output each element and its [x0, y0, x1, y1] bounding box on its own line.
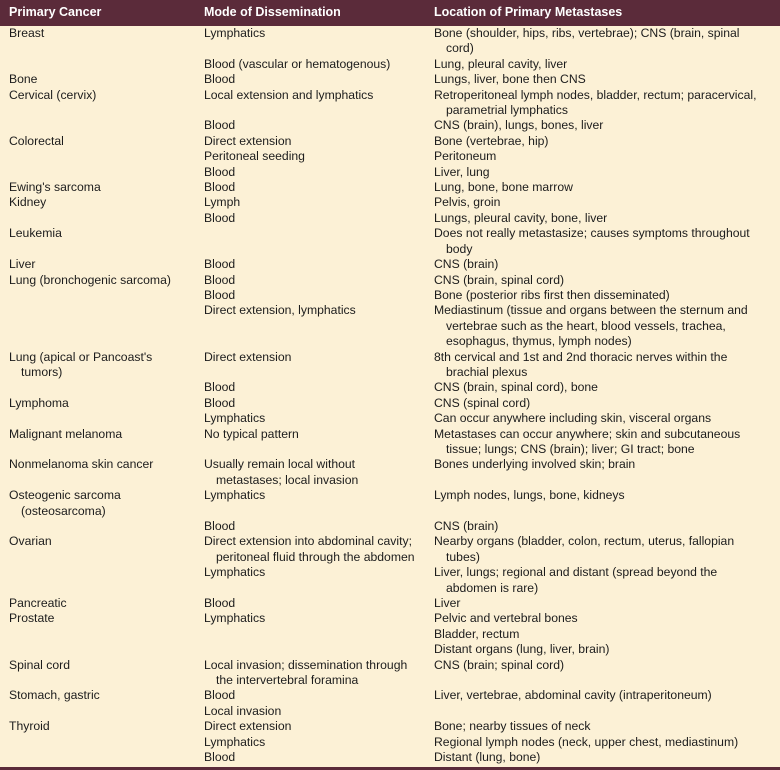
- cell-text: CNS (brain, spinal cord): [434, 272, 565, 287]
- table-row: [0, 565, 780, 596]
- cell-text: Regional lymph nodes (neck, upper chest, mediastinum): [434, 734, 739, 749]
- location-of-metastases-cell: [425, 735, 780, 750]
- cell-text: Local extension and lymphatics: [204, 87, 374, 102]
- header-location-of-metastases: Location of Primary Metastases: [434, 5, 623, 20]
- cell-text: Lymph nodes, lungs, bone, kidneys: [434, 488, 625, 503]
- cell-text: Blood: [204, 688, 236, 703]
- cell-text: Leukemia: [9, 226, 62, 241]
- table-row: [0, 226, 780, 257]
- table-row: [0, 273, 780, 288]
- cell-text: Usually remain local without metastases; local invasion: [204, 457, 359, 487]
- table-row: [0, 735, 780, 750]
- mode-of-dissemination-cell: [195, 226, 425, 257]
- location-of-metastases-cell: [425, 596, 780, 611]
- location-of-metastases-cell: [425, 704, 780, 719]
- location-of-metastases-cell: [425, 688, 780, 703]
- table-row: [0, 134, 780, 149]
- cell-text: Blood: [204, 750, 236, 765]
- table-row: [0, 427, 780, 458]
- cell-text: Lymphoma: [9, 395, 69, 410]
- mode-of-dissemination-cell: [195, 688, 425, 703]
- cell-text: Direct extension into abdominal cavity; peritoneal fluid through the abdomen: [204, 534, 415, 564]
- mode-of-dissemination-cell: [195, 596, 425, 611]
- cell-text: Local invasion: [204, 703, 282, 718]
- cell-text: Lymph: [204, 195, 241, 210]
- primary-cancer-cell: [0, 688, 195, 703]
- cell-text: Direct extension: [204, 349, 292, 364]
- cell-text: Lungs, liver, bone then CNS: [434, 72, 586, 87]
- primary-cancer-cell: [0, 134, 195, 149]
- table-row: [0, 288, 780, 303]
- cell-text: Bladder, rectum: [434, 626, 520, 641]
- location-of-metastases-cell: [425, 719, 780, 734]
- location-of-metastases-cell: [425, 380, 780, 395]
- cell-text: Lung (bronchogenic sarcoma): [9, 272, 171, 287]
- cell-text: Bone; nearby tissues of neck: [434, 719, 591, 734]
- mode-of-dissemination-cell: [195, 57, 425, 72]
- cell-text: Nonmelanoma skin cancer: [9, 457, 154, 472]
- location-of-metastases-cell: [425, 57, 780, 72]
- cell-text: CNS (brain, spinal cord), bone: [434, 380, 598, 395]
- cell-text: CNS (brain): [434, 257, 499, 272]
- cell-text: Lymphatics: [204, 488, 266, 503]
- cell-text: Pelvis, groin: [434, 195, 501, 210]
- location-of-metastases-cell: [425, 165, 780, 180]
- location-of-metastases-cell: [425, 350, 780, 381]
- table-row: [0, 380, 780, 395]
- cell-text: Blood: [204, 210, 236, 225]
- cell-text: Lung, pleural cavity, liver: [434, 56, 568, 71]
- location-of-metastases-cell: [425, 457, 780, 488]
- primary-cancer-cell: [0, 642, 195, 657]
- mode-of-dissemination-cell: [195, 658, 425, 689]
- mode-of-dissemination-cell: [195, 88, 425, 119]
- mode-of-dissemination-cell: [195, 165, 425, 180]
- table-row: [0, 611, 780, 626]
- cell-text: Colorectal: [9, 133, 64, 148]
- cell-text: Lymphatics: [204, 734, 266, 749]
- table-row: [0, 180, 780, 195]
- cell-text: Spinal cord: [9, 657, 70, 672]
- cell-text: Bone (shoulder, hips, ribs, vertebrae); CNS (brain, spinal cord): [434, 26, 740, 56]
- location-of-metastases-cell: [425, 396, 780, 411]
- location-of-metastases-cell: [425, 257, 780, 272]
- table-row: [0, 88, 780, 119]
- cell-text: Distant (lung, bone): [434, 750, 541, 765]
- primary-cancer-cell: [0, 195, 195, 210]
- primary-cancer-cell: [0, 165, 195, 180]
- mode-of-dissemination-cell: [195, 303, 425, 349]
- location-of-metastases-cell: [425, 534, 780, 565]
- cell-text: Prostate: [9, 611, 55, 626]
- cell-text: Blood: [204, 272, 236, 287]
- location-of-metastases-cell: [425, 195, 780, 210]
- location-of-metastases-cell: [425, 627, 780, 642]
- cell-text: Cervical (cervix): [9, 87, 97, 102]
- cell-text: 8th cervical and 1st and 2nd thoracic nerves within the brachial plexus: [434, 349, 728, 379]
- cell-text: Blood: [204, 395, 236, 410]
- cell-text: Direct extension, lymphatics: [204, 303, 356, 318]
- cell-text: Retroperitoneal lymph nodes, bladder, rectum; paracervical, parametrial lymphatics: [434, 87, 757, 118]
- location-of-metastases-cell: [425, 180, 780, 195]
- cell-text: Bones underlying involved skin; brain: [434, 457, 636, 472]
- cell-text: Does not really metastasize; causes symptoms throughout body: [434, 226, 750, 256]
- cell-text: Local invasion; dissemination through the intervertebral foramina: [204, 657, 408, 688]
- cell-text: Stomach, gastric: [9, 688, 100, 703]
- table-row: [0, 627, 780, 642]
- primary-cancer-cell: [0, 72, 195, 87]
- table-row: [0, 72, 780, 87]
- cell-text: Liver, lungs; regional and distant (spread beyond the abdomen is rare): [434, 565, 718, 595]
- cell-text: Direct extension: [204, 133, 292, 148]
- primary-cancer-cell: [0, 457, 195, 488]
- primary-cancer-cell: [0, 396, 195, 411]
- table-header-row: [0, 0, 780, 26]
- cell-text: Metastases can occur anywhere; skin and subcutaneous tissue; lungs; CNS (brain); liver; GI tract; bone: [434, 426, 741, 456]
- mode-of-dissemination-cell: [195, 180, 425, 195]
- mode-of-dissemination-cell: [195, 211, 425, 226]
- mode-of-dissemination-cell: [195, 627, 425, 642]
- mode-of-dissemination-cell: [195, 350, 425, 381]
- location-of-metastases-cell: [425, 211, 780, 226]
- cell-text: Liver, vertebrae, abdominal cavity (intraperitoneum): [434, 688, 712, 703]
- mode-of-dissemination-cell: [195, 380, 425, 395]
- location-of-metastases-cell: [425, 118, 780, 133]
- mode-of-dissemination-cell: [195, 519, 425, 534]
- mode-of-dissemination-cell: [195, 288, 425, 303]
- cell-text: Ovarian: [9, 534, 52, 549]
- table-row: [0, 303, 780, 349]
- cell-text: Kidney: [9, 195, 47, 210]
- cell-text: Peritoneum: [434, 149, 497, 164]
- table-row: [0, 488, 780, 519]
- primary-cancer-cell: [0, 226, 195, 257]
- cell-text: No typical pattern: [204, 426, 299, 441]
- location-of-metastases-cell: [425, 411, 780, 426]
- header-primary-cancer: Primary Cancer: [9, 5, 102, 20]
- mode-of-dissemination-cell: [195, 488, 425, 519]
- cell-text: Blood: [204, 257, 236, 272]
- cell-text: Pelvic and vertebral bones: [434, 611, 578, 626]
- mode-of-dissemination-cell: [195, 411, 425, 426]
- primary-cancer-cell: [0, 350, 195, 381]
- cell-text: Lung, bone, bone marrow: [434, 180, 573, 195]
- location-of-metastases-cell: [425, 488, 780, 519]
- table-row: [0, 26, 780, 57]
- cell-text: Liver: [9, 257, 36, 272]
- mode-of-dissemination-cell: [195, 565, 425, 596]
- table-row: [0, 688, 780, 703]
- primary-cancer-cell: [0, 750, 195, 765]
- primary-cancer-cell: [0, 257, 195, 272]
- primary-cancer-cell: [0, 627, 195, 642]
- cell-text: Liver, lung: [434, 164, 490, 179]
- cell-text: Bone (posterior ribs first then disseminated): [434, 287, 670, 302]
- location-of-metastases-cell: [425, 303, 780, 349]
- primary-cancer-cell: [0, 704, 195, 719]
- location-of-metastases-cell: [425, 134, 780, 149]
- mode-of-dissemination-cell: [195, 750, 425, 765]
- mode-of-dissemination-cell: [195, 611, 425, 626]
- mode-of-dissemination-cell: [195, 719, 425, 734]
- location-of-metastases-cell: [425, 273, 780, 288]
- table-row: [0, 658, 780, 689]
- primary-cancer-cell: [0, 380, 195, 395]
- location-of-metastases-cell: [425, 750, 780, 765]
- cell-text: Ewing's sarcoma: [9, 180, 101, 195]
- mode-of-dissemination-cell: [195, 427, 425, 458]
- cell-text: Can occur anywhere including skin, visceral organs: [434, 411, 712, 426]
- table-row: [0, 57, 780, 72]
- table-row: [0, 195, 780, 210]
- location-of-metastases-cell: [425, 72, 780, 87]
- cell-text: Lymphatics: [204, 411, 266, 426]
- cell-text: Bone (vertebrae, hip): [434, 133, 549, 148]
- location-of-metastases-cell: [425, 427, 780, 458]
- primary-cancer-cell: [0, 658, 195, 689]
- cell-text: Blood: [204, 287, 236, 302]
- location-of-metastases-cell: [425, 26, 780, 57]
- cell-text: Blood: [204, 164, 236, 179]
- cell-text: Blood (vascular or hematogenous): [204, 56, 391, 71]
- cell-text: CNS (brain; spinal cord): [434, 657, 565, 672]
- table-row: [0, 596, 780, 611]
- location-of-metastases-cell: [425, 642, 780, 657]
- primary-cancer-cell: [0, 411, 195, 426]
- cell-text: CNS (spinal cord): [434, 395, 531, 410]
- mode-of-dissemination-cell: [195, 273, 425, 288]
- cell-text: Lymphatics: [204, 26, 266, 40]
- primary-cancer-cell: [0, 596, 195, 611]
- primary-cancer-cell: [0, 26, 195, 57]
- primary-cancer-cell: [0, 534, 195, 565]
- cell-text: Mediastinum (tissue and organs between the sternum and vertebrae such as the heart, blood vessels, trachea, esophagus, thymus, lymph nodes): [434, 303, 748, 349]
- mode-of-dissemination-cell: [195, 195, 425, 210]
- primary-cancer-cell: [0, 735, 195, 750]
- cell-text: Breast: [9, 26, 45, 40]
- table-row: [0, 457, 780, 488]
- mode-of-dissemination-cell: [195, 72, 425, 87]
- primary-cancer-cell: [0, 273, 195, 288]
- cell-text: Malignant melanoma: [9, 426, 123, 441]
- primary-cancer-cell: [0, 519, 195, 534]
- cell-text: Blood: [204, 519, 236, 533]
- mode-of-dissemination-cell: [195, 704, 425, 719]
- cell-text: Distant organs (lung, liver, brain): [434, 642, 610, 657]
- cell-text: Blood: [204, 596, 236, 611]
- table-body: [0, 26, 780, 766]
- mode-of-dissemination-cell: [195, 457, 425, 488]
- primary-cancer-cell: [0, 288, 195, 303]
- table-row: [0, 534, 780, 565]
- table-row: [0, 149, 780, 164]
- location-of-metastases-cell: [425, 88, 780, 119]
- cell-text: CNS (brain), lungs, bones, liver: [434, 118, 604, 133]
- primary-cancer-cell: [0, 565, 195, 596]
- table-row: [0, 719, 780, 734]
- cell-text: Lymphatics: [204, 611, 266, 626]
- primary-cancer-cell: [0, 88, 195, 119]
- primary-cancer-cell: [0, 303, 195, 349]
- cell-text: Lymphatics: [204, 565, 266, 580]
- table-row: [0, 750, 780, 765]
- location-of-metastases-cell: [425, 565, 780, 596]
- cell-text: Bone: [9, 72, 38, 87]
- table-row: [0, 704, 780, 719]
- cell-text: Thyroid: [9, 719, 50, 734]
- cell-text: Blood: [204, 380, 236, 395]
- mode-of-dissemination-cell: [195, 134, 425, 149]
- mode-of-dissemination-cell: [195, 534, 425, 565]
- primary-cancer-cell: [0, 719, 195, 734]
- table-row: [0, 642, 780, 657]
- cell-text: Blood: [204, 118, 236, 133]
- table-row: [0, 396, 780, 411]
- table-row: [0, 211, 780, 226]
- primary-cancer-cell: [0, 180, 195, 195]
- header-mode-of-dissemination: Mode of Dissemination: [204, 5, 341, 20]
- cell-text: Peritoneal seeding: [204, 149, 305, 164]
- location-of-metastases-cell: [425, 519, 780, 534]
- mode-of-dissemination-cell: [195, 26, 425, 57]
- cell-text: Liver: [434, 596, 461, 611]
- cell-text: Osteogenic sarcoma (osteosarcoma): [9, 488, 121, 518]
- primary-cancer-cell: [0, 149, 195, 164]
- cell-text: Pancreatic: [9, 596, 67, 611]
- mode-of-dissemination-cell: [195, 396, 425, 411]
- mode-of-dissemination-cell: [195, 149, 425, 164]
- table-row: [0, 411, 780, 426]
- primary-cancer-cell: [0, 488, 195, 519]
- location-of-metastases-cell: [425, 658, 780, 689]
- cell-text: Blood: [204, 72, 236, 87]
- mode-of-dissemination-cell: [195, 642, 425, 657]
- primary-cancer-cell: [0, 118, 195, 133]
- primary-cancer-cell: [0, 57, 195, 72]
- location-of-metastases-cell: [425, 149, 780, 164]
- table-row: [0, 257, 780, 272]
- mode-of-dissemination-cell: [195, 257, 425, 272]
- location-of-metastases-cell: [425, 611, 780, 626]
- primary-cancer-cell: [0, 211, 195, 226]
- cell-text: CNS (brain): [434, 519, 499, 533]
- cell-text: Nearby organs (bladder, colon, rectum, uterus, fallopian tubes): [434, 534, 735, 564]
- location-of-metastases-cell: [425, 226, 780, 257]
- cell-text: Lung (apical or Pancoast's tumors): [9, 349, 153, 379]
- cell-text: Blood: [204, 180, 236, 195]
- table-row: [0, 118, 780, 133]
- primary-cancer-cell: [0, 611, 195, 626]
- mode-of-dissemination-cell: [195, 118, 425, 133]
- cell-text: Direct extension: [204, 719, 292, 734]
- table-row: [0, 350, 780, 381]
- cell-text: Lungs, pleural cavity, bone, liver: [434, 210, 608, 225]
- primary-cancer-cell: [0, 427, 195, 458]
- table-row: [0, 519, 780, 534]
- table-row: [0, 165, 780, 180]
- mode-of-dissemination-cell: [195, 735, 425, 750]
- location-of-metastases-cell: [425, 288, 780, 303]
